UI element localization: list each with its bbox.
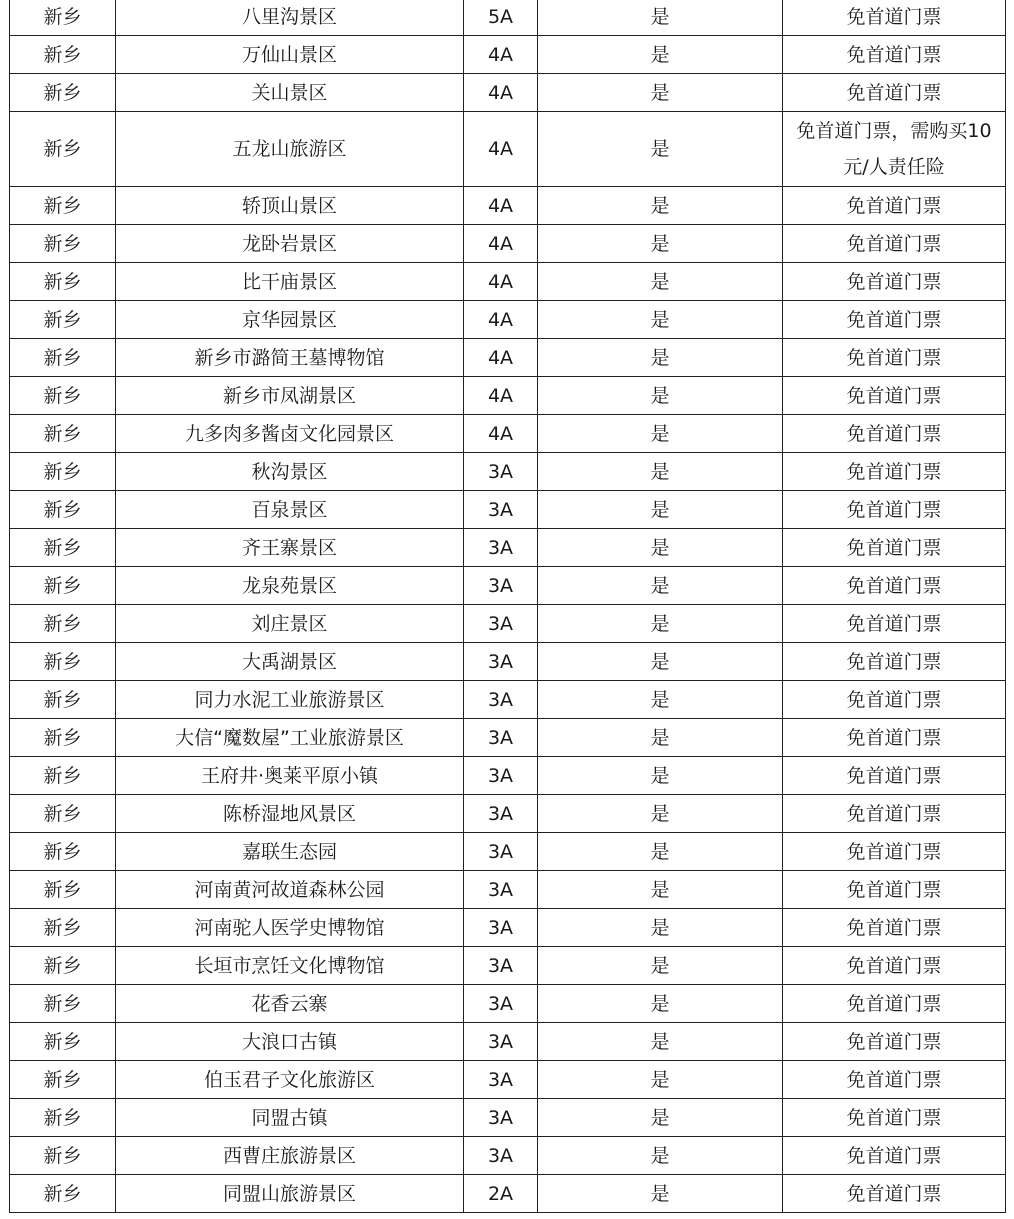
policy-note-cell: 免首道门票 bbox=[783, 339, 1006, 377]
level-cell: 3A bbox=[464, 681, 538, 719]
free-status-cell: 是 bbox=[538, 909, 783, 947]
scenic-name-cell: 京华园景区 bbox=[116, 301, 464, 339]
policy-note-cell: 免首道门票 bbox=[783, 985, 1006, 1023]
free-status-cell: 是 bbox=[538, 947, 783, 985]
scenic-name-cell: 九多肉多酱卤文化园景区 bbox=[116, 415, 464, 453]
city-cell: 新乡 bbox=[10, 985, 116, 1023]
table-row bbox=[10, 225, 1006, 263]
free-status-cell: 是 bbox=[538, 643, 783, 681]
scenic-name-cell: 嘉联生态园 bbox=[116, 833, 464, 871]
level-cell: 3A bbox=[464, 605, 538, 643]
level-cell: 4A bbox=[464, 74, 538, 112]
free-status-cell: 是 bbox=[538, 985, 783, 1023]
free-status-cell: 是 bbox=[538, 112, 783, 187]
table-row bbox=[10, 567, 1006, 605]
table-row bbox=[10, 1023, 1006, 1061]
free-status-cell: 是 bbox=[538, 871, 783, 909]
scenic-name-cell: 大禹湖景区 bbox=[116, 643, 464, 681]
level-cell: 4A bbox=[464, 377, 538, 415]
level-cell: 3A bbox=[464, 795, 538, 833]
free-status-cell: 是 bbox=[538, 339, 783, 377]
free-status-cell: 是 bbox=[538, 301, 783, 339]
free-status-cell: 是 bbox=[538, 605, 783, 643]
table-row bbox=[10, 795, 1006, 833]
city-cell: 新乡 bbox=[10, 643, 116, 681]
table-row bbox=[10, 643, 1006, 681]
scenic-name-cell: 万仙山景区 bbox=[116, 36, 464, 74]
level-cell: 3A bbox=[464, 833, 538, 871]
policy-note-cell: 免首道门票 bbox=[783, 871, 1006, 909]
level-cell: 3A bbox=[464, 947, 538, 985]
level-cell: 3A bbox=[464, 871, 538, 909]
table-row bbox=[10, 947, 1006, 985]
scenic-name-cell: 百泉景区 bbox=[116, 491, 464, 529]
free-status-cell: 是 bbox=[538, 1137, 783, 1175]
scenic-name-cell: 花香云寨 bbox=[116, 985, 464, 1023]
policy-note-cell: 免首道门票 bbox=[783, 909, 1006, 947]
table-row bbox=[10, 74, 1006, 112]
table-row bbox=[10, 605, 1006, 643]
policy-note-cell: 免首道门票 bbox=[783, 187, 1006, 225]
level-cell: 3A bbox=[464, 453, 538, 491]
policy-note-cell: 免首道门票 bbox=[783, 1099, 1006, 1137]
level-cell: 2A bbox=[464, 1175, 538, 1213]
table-row bbox=[10, 833, 1006, 871]
table-row bbox=[10, 301, 1006, 339]
scenic-name-cell: 新乡市凤湖景区 bbox=[116, 377, 464, 415]
free-status-cell: 是 bbox=[538, 567, 783, 605]
policy-note-cell: 免首道门票 bbox=[783, 643, 1006, 681]
city-cell: 新乡 bbox=[10, 1175, 116, 1213]
scenic-name-cell: 刘庄景区 bbox=[116, 605, 464, 643]
city-cell: 新乡 bbox=[10, 795, 116, 833]
policy-note-cell: 免首道门票 bbox=[783, 681, 1006, 719]
table-row bbox=[10, 719, 1006, 757]
scenic-name-cell: 同力水泥工业旅游景区 bbox=[116, 681, 464, 719]
level-cell: 3A bbox=[464, 909, 538, 947]
city-cell: 新乡 bbox=[10, 871, 116, 909]
city-cell: 新乡 bbox=[10, 719, 116, 757]
policy-note-cell: 免首道门票，需购买10元/人责任险 bbox=[783, 112, 1006, 187]
city-cell: 新乡 bbox=[10, 225, 116, 263]
table-row bbox=[10, 377, 1006, 415]
table-row bbox=[10, 871, 1006, 909]
table-row bbox=[10, 909, 1006, 947]
city-cell: 新乡 bbox=[10, 301, 116, 339]
scenic-name-cell: 同盟古镇 bbox=[116, 1099, 464, 1137]
scenic-name-cell: 八里沟景区 bbox=[116, 0, 464, 36]
scenic-name-cell: 大信“魔数屋”工业旅游景区 bbox=[116, 719, 464, 757]
scenic-spots-table-container bbox=[9, 0, 1005, 1213]
scenic-name-cell: 比干庙景区 bbox=[116, 263, 464, 301]
free-status-cell: 是 bbox=[538, 263, 783, 301]
table-row bbox=[10, 985, 1006, 1023]
free-status-cell: 是 bbox=[538, 453, 783, 491]
free-status-cell: 是 bbox=[538, 1175, 783, 1213]
city-cell: 新乡 bbox=[10, 605, 116, 643]
free-status-cell: 是 bbox=[538, 74, 783, 112]
table-row bbox=[10, 1175, 1006, 1213]
scenic-name-cell: 河南黄河故道森林公园 bbox=[116, 871, 464, 909]
scenic-name-cell: 五龙山旅游区 bbox=[116, 112, 464, 187]
free-status-cell: 是 bbox=[538, 681, 783, 719]
policy-note-cell: 免首道门票 bbox=[783, 605, 1006, 643]
level-cell: 3A bbox=[464, 719, 538, 757]
table-row bbox=[10, 757, 1006, 795]
policy-note-cell: 免首道门票 bbox=[783, 415, 1006, 453]
policy-note-cell: 免首道门票 bbox=[783, 453, 1006, 491]
city-cell: 新乡 bbox=[10, 909, 116, 947]
city-cell: 新乡 bbox=[10, 529, 116, 567]
level-cell: 3A bbox=[464, 643, 538, 681]
level-cell: 3A bbox=[464, 1023, 538, 1061]
level-cell: 3A bbox=[464, 1099, 538, 1137]
policy-note-cell: 免首道门票 bbox=[783, 833, 1006, 871]
level-cell: 4A bbox=[464, 36, 538, 74]
free-status-cell: 是 bbox=[538, 225, 783, 263]
policy-note-cell: 免首道门票 bbox=[783, 225, 1006, 263]
city-cell: 新乡 bbox=[10, 112, 116, 187]
policy-note-cell: 免首道门票 bbox=[783, 377, 1006, 415]
city-cell: 新乡 bbox=[10, 453, 116, 491]
free-status-cell: 是 bbox=[538, 1023, 783, 1061]
level-cell: 3A bbox=[464, 1137, 538, 1175]
scenic-name-cell: 新乡市潞简王墓博物馆 bbox=[116, 339, 464, 377]
city-cell: 新乡 bbox=[10, 187, 116, 225]
policy-note-cell: 免首道门票 bbox=[783, 529, 1006, 567]
city-cell: 新乡 bbox=[10, 36, 116, 74]
policy-note-cell: 免首道门票 bbox=[783, 491, 1006, 529]
city-cell: 新乡 bbox=[10, 491, 116, 529]
policy-note-cell: 免首道门票 bbox=[783, 74, 1006, 112]
city-cell: 新乡 bbox=[10, 1061, 116, 1099]
level-cell: 3A bbox=[464, 491, 538, 529]
city-cell: 新乡 bbox=[10, 567, 116, 605]
free-status-cell: 是 bbox=[538, 1099, 783, 1137]
city-cell: 新乡 bbox=[10, 74, 116, 112]
policy-note-cell: 免首道门票 bbox=[783, 263, 1006, 301]
scenic-name-cell: 伯玉君子文化旅游区 bbox=[116, 1061, 464, 1099]
table-row bbox=[10, 36, 1006, 74]
free-status-cell: 是 bbox=[538, 491, 783, 529]
policy-note-cell: 免首道门票 bbox=[783, 1061, 1006, 1099]
table-body bbox=[10, 0, 1006, 1213]
table-row bbox=[10, 415, 1006, 453]
level-cell: 4A bbox=[464, 415, 538, 453]
free-status-cell: 是 bbox=[538, 377, 783, 415]
level-cell: 3A bbox=[464, 567, 538, 605]
free-status-cell: 是 bbox=[538, 187, 783, 225]
scenic-name-cell: 齐王寨景区 bbox=[116, 529, 464, 567]
free-status-cell: 是 bbox=[538, 415, 783, 453]
city-cell: 新乡 bbox=[10, 681, 116, 719]
scenic-name-cell: 龙卧岩景区 bbox=[116, 225, 464, 263]
policy-note-cell: 免首道门票 bbox=[783, 1023, 1006, 1061]
city-cell: 新乡 bbox=[10, 833, 116, 871]
table-row bbox=[10, 681, 1006, 719]
scenic-name-cell: 龙泉苑景区 bbox=[116, 567, 464, 605]
level-cell: 3A bbox=[464, 529, 538, 567]
level-cell: 4A bbox=[464, 225, 538, 263]
city-cell: 新乡 bbox=[10, 339, 116, 377]
city-cell: 新乡 bbox=[10, 1137, 116, 1175]
policy-note-cell: 免首道门票 bbox=[783, 36, 1006, 74]
scenic-name-cell: 秋沟景区 bbox=[116, 453, 464, 491]
city-cell: 新乡 bbox=[10, 757, 116, 795]
scenic-name-cell: 同盟山旅游景区 bbox=[116, 1175, 464, 1213]
policy-note-cell: 免首道门票 bbox=[783, 795, 1006, 833]
free-status-cell: 是 bbox=[538, 36, 783, 74]
table-row bbox=[10, 491, 1006, 529]
policy-note-cell: 免首道门票 bbox=[783, 1137, 1006, 1175]
table-row bbox=[10, 263, 1006, 301]
free-status-cell: 是 bbox=[538, 529, 783, 567]
free-status-cell: 是 bbox=[538, 757, 783, 795]
free-status-cell: 是 bbox=[538, 1061, 783, 1099]
scenic-name-cell: 关山景区 bbox=[116, 74, 464, 112]
level-cell: 4A bbox=[464, 187, 538, 225]
table-row bbox=[10, 187, 1006, 225]
level-cell: 4A bbox=[464, 263, 538, 301]
city-cell: 新乡 bbox=[10, 263, 116, 301]
level-cell: 3A bbox=[464, 757, 538, 795]
policy-note-cell: 免首道门票 bbox=[783, 0, 1006, 36]
city-cell: 新乡 bbox=[10, 0, 116, 36]
table-row bbox=[10, 453, 1006, 491]
scenic-name-cell: 王府井·奥莱平原小镇 bbox=[116, 757, 464, 795]
level-cell: 3A bbox=[464, 1061, 538, 1099]
city-cell: 新乡 bbox=[10, 377, 116, 415]
scenic-name-cell: 西曹庄旅游景区 bbox=[116, 1137, 464, 1175]
policy-note-cell: 免首道门票 bbox=[783, 1175, 1006, 1213]
table-row bbox=[10, 1099, 1006, 1137]
table-row bbox=[10, 112, 1006, 187]
scenic-spots-table bbox=[9, 0, 1006, 1213]
table-row bbox=[10, 1061, 1006, 1099]
policy-note-cell: 免首道门票 bbox=[783, 567, 1006, 605]
free-status-cell: 是 bbox=[538, 795, 783, 833]
city-cell: 新乡 bbox=[10, 1099, 116, 1137]
level-cell: 4A bbox=[464, 112, 538, 187]
scenic-name-cell: 河南驼人医学史博物馆 bbox=[116, 909, 464, 947]
policy-note-cell: 免首道门票 bbox=[783, 301, 1006, 339]
table-row bbox=[10, 339, 1006, 377]
table-row bbox=[10, 529, 1006, 567]
scenic-name-cell: 长垣市烹饪文化博物馆 bbox=[116, 947, 464, 985]
table-row bbox=[10, 1137, 1006, 1175]
level-cell: 4A bbox=[464, 301, 538, 339]
level-cell: 4A bbox=[464, 339, 538, 377]
free-status-cell: 是 bbox=[538, 833, 783, 871]
policy-note-cell: 免首道门票 bbox=[783, 757, 1006, 795]
city-cell: 新乡 bbox=[10, 947, 116, 985]
policy-note-cell: 免首道门票 bbox=[783, 947, 1006, 985]
free-status-cell: 是 bbox=[538, 719, 783, 757]
table-row bbox=[10, 0, 1006, 36]
scenic-name-cell: 大浪口古镇 bbox=[116, 1023, 464, 1061]
policy-note-cell: 免首道门票 bbox=[783, 719, 1006, 757]
scenic-name-cell: 陈桥湿地风景区 bbox=[116, 795, 464, 833]
city-cell: 新乡 bbox=[10, 415, 116, 453]
level-cell: 3A bbox=[464, 985, 538, 1023]
scenic-name-cell: 轿顶山景区 bbox=[116, 187, 464, 225]
free-status-cell: 是 bbox=[538, 0, 783, 36]
level-cell: 5A bbox=[464, 0, 538, 36]
city-cell: 新乡 bbox=[10, 1023, 116, 1061]
